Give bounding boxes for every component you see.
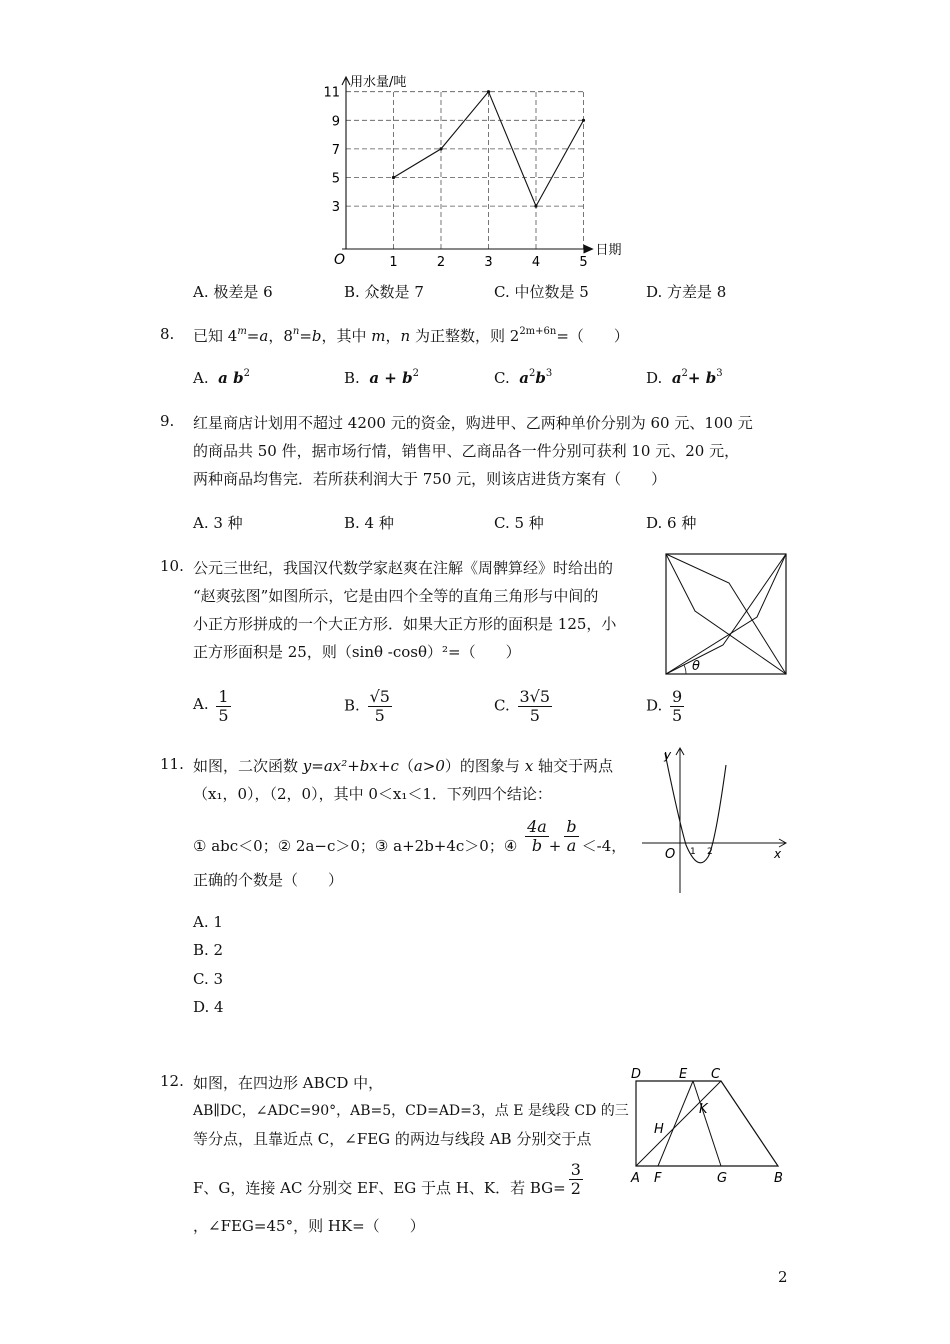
y-tick-label: 7 <box>331 142 340 158</box>
q12-line-3: 等分点，且靠近点 C，∠FEG 的两边与线段 AB 分别交于点 <box>193 1130 592 1148</box>
q8-sup-m: m <box>237 326 247 337</box>
graph-y-label: y <box>664 748 672 762</box>
q11-option-c[interactable]: C. 3 <box>193 970 224 988</box>
graph-tick-2: 2 <box>707 847 713 857</box>
q9-number: 9. <box>160 412 175 430</box>
theta-label: θ <box>692 659 700 674</box>
q12-number: 12. <box>160 1072 184 1090</box>
q10-line-1: 公元三世纪，我国汉代数学家赵爽在注解《周髀算经》时给出的 <box>193 559 614 577</box>
q8-sup-n: n <box>292 326 300 337</box>
y-tick-label: 11 <box>323 85 340 101</box>
q8-stem: 已知 $4^m=a$，$8^n=b$，其中 m，n 为正整数，则 $2^{2m+6n}=$（ ） <box>193 326 629 345</box>
x-tick-label: 1 <box>389 255 398 270</box>
q10-line-4: 正方形面积是 25，则（sinθ -cosθ）²=（ ） <box>193 643 521 661</box>
x-tick-label: 5 <box>579 255 588 270</box>
zhao-shuang-string-diagram <box>664 552 790 676</box>
q12-line-4: F、G，连接 AC 分别交 EF、EG 于点 H、K．若 BG= $\frac{3}{2}$ <box>193 1160 581 1198</box>
origin-label: O <box>334 252 346 268</box>
q11-option-b[interactable]: B. 2 <box>193 941 224 959</box>
point-a-label: A <box>631 1171 640 1186</box>
point-f-label: F <box>654 1171 662 1186</box>
point-c-label: C <box>711 1067 721 1082</box>
data-point <box>534 205 537 208</box>
q8-option-c[interactable]: C. $a^2b^3$ <box>494 368 553 387</box>
q7-option-a[interactable]: A. 极差是 6 <box>193 283 273 301</box>
q9-line-1: 红星商店计划用不超过 4200 元的资金，购进甲、乙两种单价分别为 60 元、100 元 <box>193 414 753 432</box>
q8-exponent: 2m+6n <box>519 326 557 337</box>
data-point <box>439 147 442 150</box>
graph-x-label: x <box>774 847 782 861</box>
q11-number: 11. <box>160 755 184 773</box>
y-axis-label: 用水量/吨 <box>350 75 407 90</box>
q9-line-3: 两种商品均售完．若所获利润大于 750 元，则该店进货方案有（ ） <box>193 470 667 488</box>
data-point <box>392 176 395 179</box>
point-b-label: B <box>774 1171 783 1186</box>
water-usage-line-chart <box>320 72 640 272</box>
q8-option-d[interactable]: D. $a^2+ b^3$ <box>646 368 723 387</box>
page-number: 2 <box>778 1268 788 1286</box>
q10-number: 10. <box>160 557 184 575</box>
q12-line-2: AB∥DC，∠ADC=90°，AB=5，CD=AD=3，点 E 是线段 CD 的三 <box>193 1103 629 1119</box>
data-point <box>582 119 585 122</box>
q9-line-2: 的商品共 50 件，据市场行情，销售甲、乙商品各一件分别可获利 10 元、20 元， <box>193 442 740 460</box>
q8-text: 已知 4 <box>193 327 238 345</box>
y-tick-label: 5 <box>331 171 340 187</box>
x-tick-label: 3 <box>484 255 493 270</box>
q10-option-a[interactable]: A. $\frac{1}{5}$ <box>193 687 229 725</box>
q12-line-5: ，∠FEG=45°，则 HK=（ ） <box>193 1217 425 1235</box>
q10-option-b[interactable]: B. $\frac{√5}{5}$ <box>344 687 390 725</box>
q9-option-a[interactable]: A. 3 种 <box>193 514 243 532</box>
q7-option-c[interactable]: C. 中位数是 5 <box>494 283 589 301</box>
q11-option-d[interactable]: D. 4 <box>193 998 224 1016</box>
q7-option-d[interactable]: D. 方差是 8 <box>646 283 727 301</box>
point-k-label: K <box>699 1102 708 1117</box>
y-tick-label: 9 <box>331 114 340 130</box>
quadrilateral-abcd-figure <box>628 1062 794 1190</box>
x-axis-arrow <box>584 245 593 253</box>
parabola-graph <box>640 745 790 895</box>
q10-line-3: 小正方形拼成的一个大正方形．如果大正方形的面积是 125，小 <box>193 615 617 633</box>
q7-option-b[interactable]: B. 众数是 7 <box>344 283 424 301</box>
point-g-label: G <box>717 1171 728 1186</box>
q8-option-b[interactable]: B. $a + b^2$ <box>344 368 419 387</box>
q11-option-a[interactable]: A. 1 <box>193 913 223 931</box>
data-point <box>487 90 490 93</box>
q10-line-2: “赵爽弦图”如图所示，它是由四个全等的直角三角形与中间的 <box>193 587 599 605</box>
y-tick-label: 3 <box>331 200 340 216</box>
point-h-label: H <box>654 1122 664 1137</box>
q10-option-c[interactable]: C. $\frac{3√5}{5}$ <box>494 687 551 725</box>
x-tick-label: 2 <box>436 255 446 270</box>
point-e-label: E <box>679 1067 688 1082</box>
x-axis-label: 日期 <box>595 243 622 258</box>
q8-number: 8. <box>160 325 175 343</box>
q8-option-a[interactable]: A. a $b^2$ <box>193 368 250 387</box>
q9-option-d[interactable]: D. 6 种 <box>646 514 697 532</box>
q11-line-4: 正确的个数是（ ） <box>193 871 344 889</box>
graph-tick-1: 1 <box>690 847 696 857</box>
q9-option-b[interactable]: B. 4 种 <box>344 514 394 532</box>
point-d-label: D <box>631 1067 642 1082</box>
q10-option-d[interactable]: D. $\frac{9}{5}$ <box>646 687 683 725</box>
x-tick-label: 4 <box>531 255 541 270</box>
graph-origin: O <box>665 847 676 862</box>
q11-line-2: （x₁，0），（2，0），其中 0＜x₁＜1．下列四个结论： <box>193 785 552 803</box>
q11-line-1: 如图，二次函数 y=ax²+bx+c（a>0）的图象与 x 轴交于两点 <box>193 757 613 775</box>
q11-line-3: ① abc＜0；② 2a−c＞0；③ a+2b+4c＞0；④ $\frac{4a}{b}$ + $\frac{b}{a}$ ＜-4， <box>193 817 627 855</box>
q9-option-c[interactable]: C. 5 种 <box>494 514 544 532</box>
q12-line-1: 如图，在四边形 ABCD 中， <box>193 1074 384 1092</box>
